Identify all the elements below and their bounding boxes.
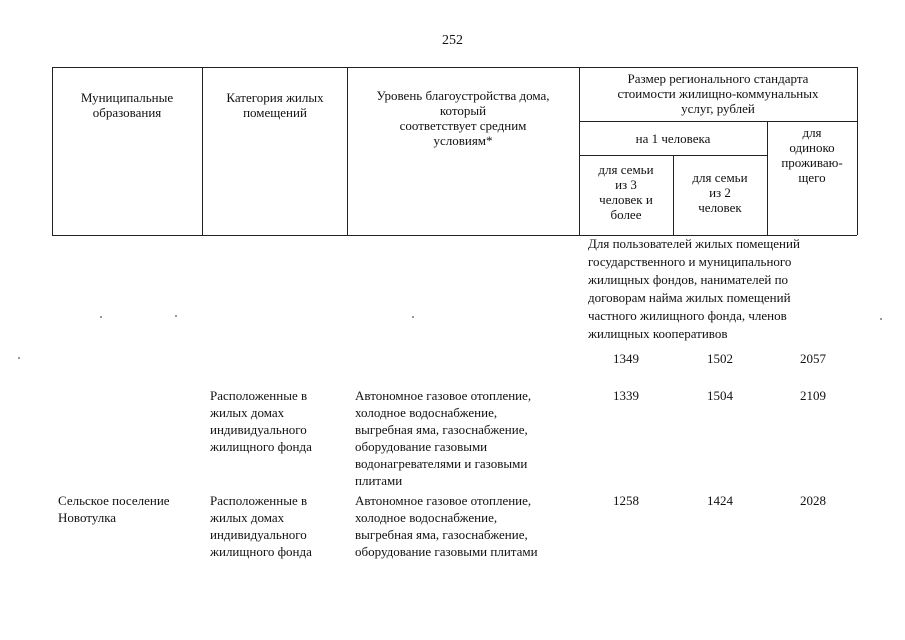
header-family-3-line: человек и — [599, 192, 653, 207]
header-mid-rule — [579, 121, 857, 122]
header-family-2-line: человек — [698, 200, 742, 215]
header-level-line: который — [439, 103, 487, 118]
cell-category: жилищного фонда — [210, 439, 312, 454]
header-municipal: Муниципальные образования — [80, 90, 174, 120]
section-note-line: Для пользователей жилых помещений — [588, 236, 800, 251]
cell-level: оборудование газовыми плитами — [355, 544, 538, 559]
header-single-line: для — [802, 125, 822, 140]
section-note-line: договорам найма жилых помещений — [588, 290, 791, 305]
cell-category: Расположенные в — [210, 493, 308, 508]
header-single-line: щего — [798, 170, 826, 185]
header-level-line: соответствует средним — [399, 118, 527, 133]
col-divider — [767, 121, 768, 235]
col-divider — [579, 67, 580, 235]
cell-level: холодное водоснабжение, — [355, 510, 498, 525]
scan-dot — [412, 316, 414, 318]
cell-single-value: 2109 — [800, 388, 826, 403]
header-family-3-line: для семьи — [598, 162, 654, 177]
header-family-3-line: более — [610, 207, 642, 222]
section-note-line: частного жилищного фонда, членов — [588, 308, 787, 323]
cell-family-3-value: 1349 — [613, 351, 639, 366]
cell-single-value: 2057 — [800, 351, 826, 366]
cell-category: индивидуального — [210, 422, 307, 437]
cell-category: жилых домах — [210, 510, 285, 525]
header-category: Категория жилых помещений — [226, 90, 324, 120]
cell-municipality: Новотулка — [58, 510, 117, 525]
header-top-rule — [52, 67, 857, 68]
header-level — [352, 88, 574, 148]
scan-dot — [880, 318, 882, 320]
header-standard-line: Размер регионального стандарта — [627, 71, 809, 86]
cell-family-2-value: 1424 — [707, 493, 733, 508]
header-standard-line: стоимости жилищно-коммунальных — [617, 86, 819, 101]
cell-level: Автономное газовое отопление, — [355, 388, 532, 403]
header-level-line: условиям* — [433, 133, 493, 148]
cell-level: холодное водоснабжение, — [355, 405, 498, 420]
header-single-line: одиноко — [789, 140, 835, 155]
header-single-line: проживаю- — [781, 155, 843, 170]
col-divider — [202, 67, 203, 235]
scan-dot — [100, 316, 102, 318]
cell-family-3-value: 1258 — [613, 493, 639, 508]
cell-level: оборудование газовыми — [355, 439, 488, 454]
cell-level: Автономное газовое отопление, — [355, 493, 532, 508]
scan-dot — [175, 315, 177, 317]
header-family-2-line: для семьи — [692, 170, 748, 185]
header-standard-size — [583, 71, 853, 116]
header-standard-line: услуг, рублей — [681, 101, 755, 116]
cell-municipality: Сельское поселение — [58, 493, 170, 508]
header-per-person: на 1 человека — [635, 131, 711, 146]
header-family-2 — [676, 170, 764, 215]
cell-level: выгребная яма, газоснабжение, — [355, 527, 528, 542]
section-note-line: жилищных фондов, нанимателей по — [588, 272, 789, 287]
col-divider — [347, 67, 348, 235]
cell-level: выгребная яма, газоснабжение, — [355, 422, 528, 437]
section-note-line: государственного и муниципального — [588, 254, 792, 269]
header-family-3 — [582, 162, 670, 222]
cell-family-2-value: 1502 — [707, 351, 733, 366]
cell-level: плитами — [355, 473, 403, 488]
header-family-2-line: из 2 — [709, 185, 731, 200]
section-note-line: жилищных кооперативов — [588, 326, 728, 341]
scan-dot — [18, 357, 20, 359]
cell-category: жилищного фонда — [210, 544, 312, 559]
col-divider — [673, 155, 674, 235]
col-divider — [857, 67, 858, 235]
col-divider — [52, 67, 53, 235]
cell-category: Расположенные в — [210, 388, 308, 403]
cell-category: индивидуального — [210, 527, 307, 542]
cell-level: водонагревателями и газовыми — [355, 456, 528, 471]
cell-family-3-value: 1339 — [613, 388, 639, 403]
cell-family-2-value: 1504 — [707, 388, 733, 403]
cell-single-value: 2028 — [800, 493, 826, 508]
page-number: 252 — [442, 33, 463, 48]
cell-category: жилых домах — [210, 405, 285, 420]
header-level-line: Уровень благоустройства дома, — [376, 88, 550, 103]
header-family-3-line: из 3 — [615, 177, 637, 192]
header-single — [770, 125, 854, 185]
